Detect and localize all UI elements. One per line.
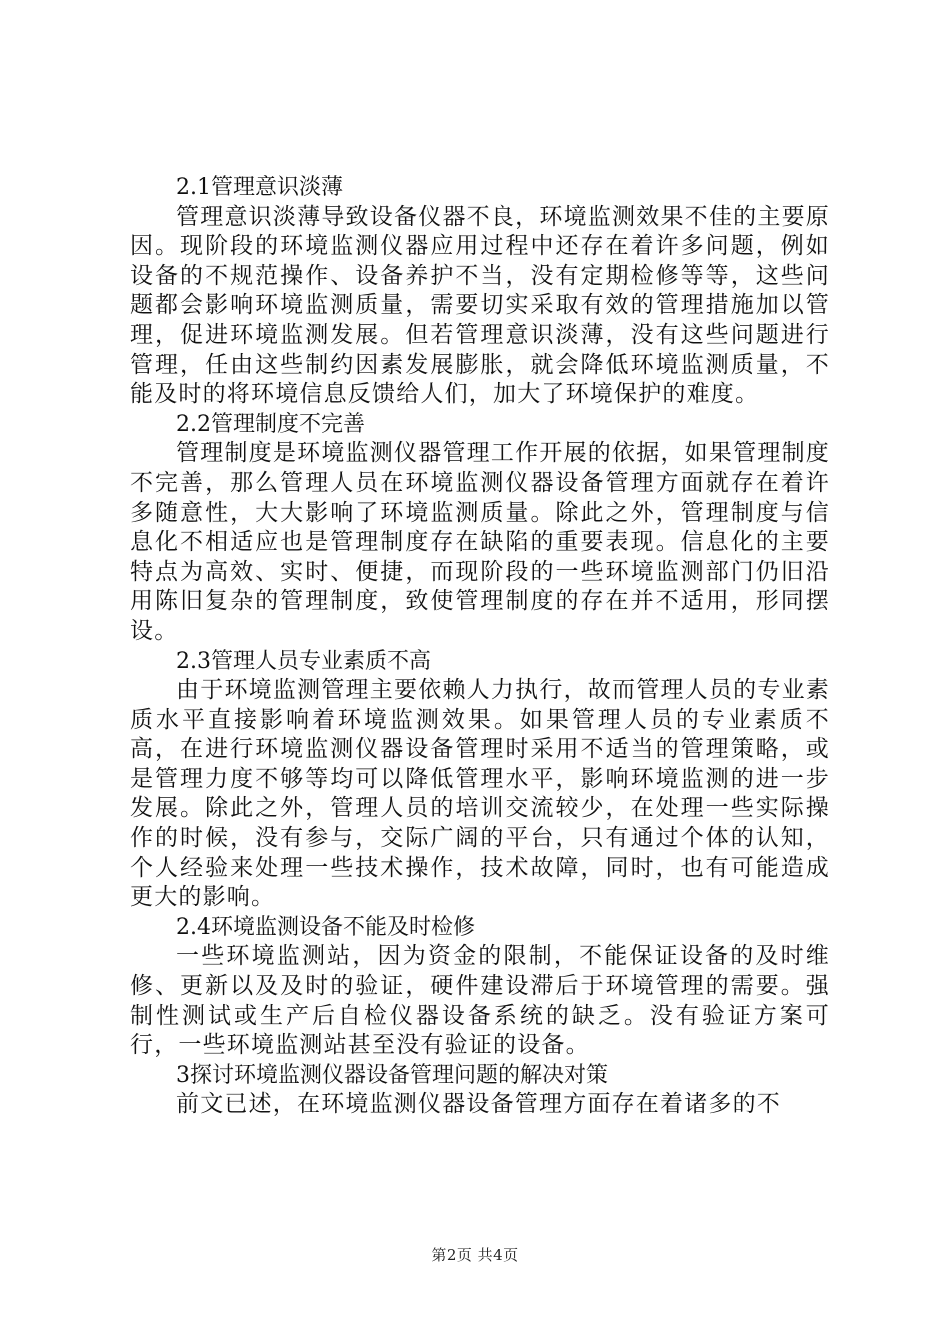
section-heading-2-3: 2.3管理人员专业素质不高 <box>176 648 431 674</box>
section-paragraph-2-2: 管理制度是环境监测仪器管理工作开展的依据，如果管理制度不完善，那么管理人员在环境监测仪器设备管理方面就存在着许多随意性，大大影响了环境监测质量。除此之外，管理制度与信息化不相适应也是管理制度存在缺陷的重要表现。信息化的主要特点为高效、实时、便捷，而现阶段的一些环境监测部门仍旧沿用陈旧复杂的管理制度，致使管理制度的存在并不适用，形同摆设。 <box>130 440 830 644</box>
document-body <box>130 173 830 1120</box>
section-paragraph-2-1: 管理意识淡薄导致设备仪器不良，环境监测效果不佳的主要原因。现阶段的环境监测仪器应用过程中还存在着许多问题，例如设备的不规范操作、设备养护不当，没有定期检修等等，这些问题都会影响环境监测质量，需要切实采取有效的管理措施加以管理，促进环境监测发展。但若管理意识淡薄，没有这些问题进行管理，任由这些制约因素发展膨胀，就会降低环境监测质量，不能及时的将环境信息反馈给人们，加大了环境保护的难度。 <box>130 203 830 408</box>
section-paragraph-3: 前文已述，在环境监测仪器设备管理方面存在着诸多的不 <box>176 1091 781 1118</box>
section-heading-3: 3探讨环境监测仪器设备管理问题的解决对策 <box>176 1062 608 1088</box>
section-paragraph-2-4: 一些环境监测站，因为资金的限制，不能保证设备的及时维修、更新以及及时的验证，硬件建设滞后于环境管理的需要。强制性测试或生产后自检仪器设备系统的缺乏。没有验证方案可行，一些环境监测站甚至没有验证的设备。 <box>130 943 830 1059</box>
section-heading-2-4: 2.4环境监测设备不能及时检修 <box>176 914 475 940</box>
section-heading-2-1: 2.1管理意识淡薄 <box>176 175 343 200</box>
page-number-footer: 第2页 共4页 <box>431 1246 519 1264</box>
section-paragraph-2-3: 由于环境监测管理主要依赖人力执行，故而管理人员的专业素质水平直接影响着环境监测效果。如果管理人员的专业素质不高，在进行环境监测仪器设备管理时采用不适当的管理策略，或是管理力度不够等均可以降低管理水平，影响环境监测的进一步发展。除此之外，管理人员的培训交流较少，在处理一些实际操作的时候，没有参与，交际广阔的平台，只有通过个体的认知，个人经验来处理一些技术操作，技术故障，同时，也有可能造成更大的影响。 <box>130 677 830 911</box>
section-heading-2-2: 2.2管理制度不完善 <box>176 411 365 437</box>
